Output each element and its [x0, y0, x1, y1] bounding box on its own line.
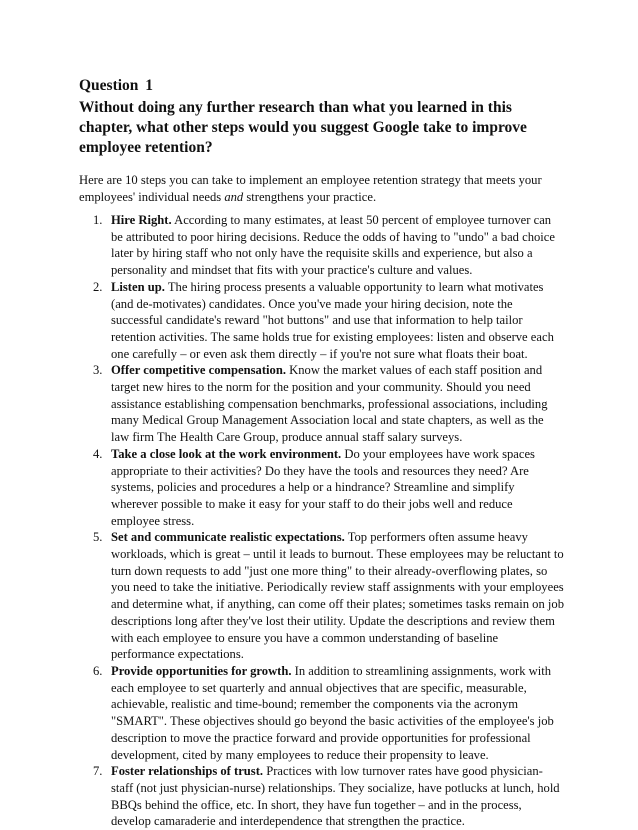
question-text: [79, 98, 579, 158]
item-title: Take a close look at the work environment.: [111, 446, 342, 461]
item-line: turn down requests to add "just one more thing" to their already-overflowing plates, so: [111, 563, 548, 578]
item-first-line: [111, 663, 573, 680]
item-line: personality and mindset that fits with your practice's culture and values.: [111, 263, 473, 278]
list-item: [93, 663, 573, 763]
intro-line: Here are 10 steps you can take to implement an employee retention strategy that meets your: [79, 173, 542, 187]
question-line: chapter, what other steps would you suggest Google take to improve: [79, 119, 527, 136]
item-line: wherever possible to make it easy for your staff to do their jobs well and reduce: [111, 496, 513, 511]
item-first-line: [111, 212, 573, 229]
question-line: employee retention?: [79, 139, 213, 156]
item-line: description to move the practice forward and provide opportunities for professional: [111, 730, 531, 745]
item-line: achievable, realistic and time-bound; remember the components via the acronym: [111, 697, 519, 712]
item-line: performance expectations.: [111, 647, 244, 662]
item-text: Know the market values of each staff position and: [289, 363, 543, 378]
item-body: [111, 663, 573, 763]
item-first-line: [111, 279, 573, 296]
item-body: [111, 212, 573, 279]
item-first-line: [111, 362, 573, 379]
list-item: [93, 279, 573, 363]
item-line: one carefully – or even ask them directly – if you're not sure what floats their boat.: [111, 346, 528, 361]
intro-paragraph: [79, 172, 579, 205]
list-item: [93, 362, 573, 446]
item-body: [111, 763, 573, 830]
item-text: Do your employees have work spaces: [344, 446, 535, 461]
list-number: 7.: [93, 764, 103, 779]
item-line: many Medical Group Management Association local and state chapters, as well as the: [111, 413, 544, 428]
intro-text: employees' individual needs: [79, 189, 225, 204]
list-item: [93, 446, 573, 530]
item-text: Practices with low turnover rates have good physician-: [266, 764, 543, 779]
list-number: 4.: [93, 446, 103, 461]
item-line: each employee to set quarterly and annual objectives that are specific, measurable,: [111, 680, 527, 695]
list-number: 2.: [93, 279, 103, 294]
item-line: assistance establishing compensation benchmarks, professional associations, including: [111, 396, 548, 411]
item-line: retention activities. The same holds true for existing employees: listen and observe each: [111, 329, 554, 344]
item-body: [111, 529, 573, 663]
item-line: and determine what, if anything, can come off their plates; sometimes tasks remain on job: [111, 597, 565, 612]
intro-line: [79, 189, 579, 206]
item-first-line: [111, 446, 573, 463]
question-label: Question 1: [79, 77, 154, 94]
intro-emphasis: and: [224, 189, 244, 204]
item-line: descriptions long after they've lost their utility. Update the descriptions and review them: [111, 613, 555, 628]
item-line: development, cited by many employees to reduce their propensity to leave.: [111, 747, 489, 762]
intro-text: strengthens your practice.: [243, 189, 377, 204]
item-line: develop camaraderie and interdependence that strengthen the practice.: [111, 814, 465, 829]
item-text: The hiring process presents a valuable opportunity to learn what motivates: [167, 279, 544, 294]
item-line: with each employee to ensure you have a common understanding of baseline: [111, 630, 499, 645]
item-line: you need to take the initiative. Periodically review staff assignments with your employees: [111, 580, 564, 595]
item-line: employee stress.: [111, 513, 195, 528]
question-line: Without doing any further research than what you learned in this: [79, 99, 512, 116]
list-number: 5.: [93, 530, 103, 545]
item-title: Offer competitive compensation.: [111, 363, 286, 378]
item-title: Listen up.: [111, 279, 165, 294]
item-line: (and de-motivates) candidates. Once you've made your hiring decision, note the: [111, 296, 513, 311]
item-text: In addition to streamlining assignments, work with: [294, 663, 552, 678]
item-text: Top performers often assume heavy: [347, 530, 528, 545]
item-text: According to many estimates, at least 50 percent of employee turnover can: [174, 213, 552, 227]
item-line: staff (not just physician-nurse) relationships. They socialize, have potlucks at lunch, hold: [111, 780, 560, 795]
item-line: successful candidate's reward "hot buttons" and use that information to help tailor: [111, 313, 523, 328]
steps-list: [93, 212, 573, 830]
item-line: appropriate to their activities? Do they have the tools and resources they need? Are: [111, 463, 529, 478]
item-line: workloads, which is great – until it leads to burnout. These employees may be reluctant to: [111, 547, 564, 562]
item-title: Foster relationships of trust.: [111, 764, 264, 779]
item-line: later by hiring staff who not only have the requisite skills and experience, but also a: [111, 246, 533, 261]
list-number: 6.: [93, 663, 103, 678]
list-item: [93, 763, 573, 830]
item-line: "SMART". These objectives should go beyond the basic activities of the employee's job: [111, 714, 554, 729]
item-first-line: [111, 529, 573, 546]
item-body: [111, 362, 573, 446]
item-title: Provide opportunities for growth.: [111, 663, 292, 678]
item-line: be attributed to poor hiring decisions. Reduce the odds of having to "undo" a bad choice: [111, 229, 555, 244]
item-body: [111, 279, 573, 363]
item-body: [111, 446, 573, 530]
item-line: BBQs behind the office, etc. In short, they have fun together – and in the process,: [111, 797, 522, 812]
list-item: [93, 529, 573, 663]
item-line: systems, policies and procedures a help or a hindrance? Streamline and simplify: [111, 480, 515, 495]
list-number: 3.: [93, 363, 103, 378]
item-line: law firm The Health Care Group, produce annual staff salary surveys.: [111, 430, 463, 445]
item-title: Hire Right.: [111, 213, 172, 227]
item-first-line: [111, 763, 573, 780]
list-item: [93, 212, 573, 279]
item-title: Set and communicate realistic expectations.: [111, 530, 345, 545]
list-number: 1.: [93, 213, 103, 227]
item-line: target new hires to the norm for the position and your community. Should you need: [111, 380, 531, 395]
